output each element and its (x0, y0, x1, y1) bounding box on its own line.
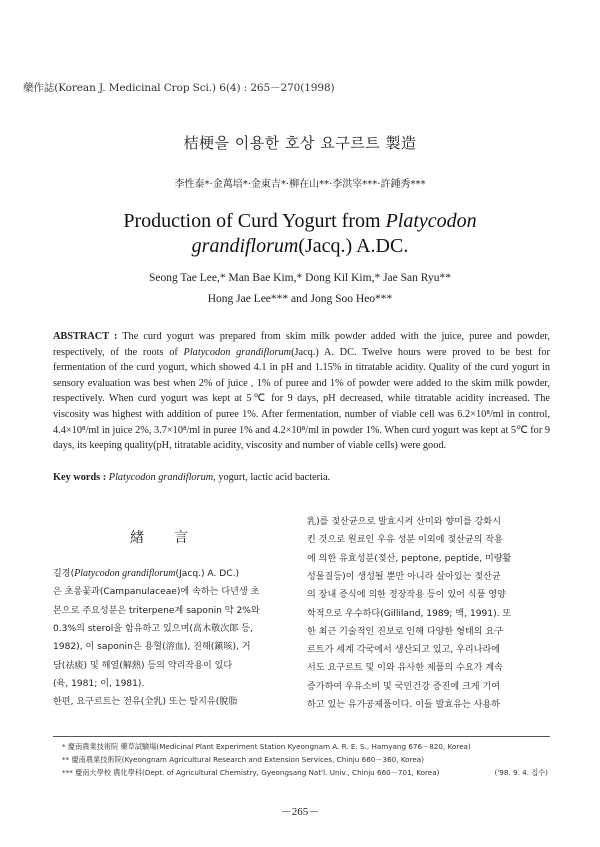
english-title-genus: Platycodon (385, 210, 477, 232)
right-column-line: 학적으로 우수하다(Gilliland, 1989; 백, 1991). 또 (307, 608, 512, 619)
keywords-species: Platycodon grandiflorum, (108, 472, 216, 483)
left-column-line: 은 초롱꽃과(Campanulaceae)에 속하는 다년생 초 (53, 587, 260, 598)
english-title-prefix: Production of Curd Yogurt from (123, 210, 386, 232)
english-authors-line1: Seong Tae Lee,* Man Bae Kim,* Dong Kil Kim,* Jae San Ryu** (149, 272, 451, 284)
left-column-line: 1982), 이 saponin은 용혈(溶血), 진해(鎭咳), 거 (53, 642, 251, 653)
abstract-text-2: (Jacq.) A. DC. Twelve hours were proved to be best for fermentation of the curd yogurt, which showed 4.1 in pH and 1.15% in titratable acidity. Quality of the curd yogurt in sensory evaluation was best when 2% of juice , 1% of puree and 1% of powder were added to the skim milk powder, respectively. When curd yogurt was kept at 5℃ for 9 days, pH decreased, while titratable acidity increased. The viscosity was highest with addition of puree 1%. After fermentation, number of viable cell was 6.2×10⁸/ml in control, 4.4×10⁸/ml in juice 2%, 3.7×10⁸/ml in puree 1% and 4.2×10⁸/ml in powder 1%. When curd yogurt was kept at 5℃ for 9 days, its keeping quality(pH, titratable acidity, viscosity and number of viable cells) were good. (53, 346, 550, 452)
page-number: －265－ (280, 806, 320, 818)
english-title (0, 209, 600, 259)
right-column-line: 한 최근 기술적인 진보로 인해 다양한 형태의 요구 (307, 626, 503, 637)
left-column-line: 본으로 주요성분은 triterpene계 saponin 약 2%와 (53, 605, 260, 616)
english-title-authority: (Jacq.) A.DC. (298, 235, 409, 257)
left-column-line: 담(祛痰) 및 해열(解熱) 등의 약리작용이 있다 (53, 660, 233, 671)
korean-title: 桔梗을 이용한 호상 요구르트 製造 (183, 134, 417, 152)
right-column-line: 르트가 세계 각국에서 생산되고 있고, 우리나라에 (307, 645, 501, 656)
right-column-line: 성물질등)이 생성될 뿐만 아니라 살아있는 젖산균 (307, 571, 501, 582)
english-authors (0, 268, 600, 310)
keywords-rest: yogurt, lactic acid bacteria. (215, 472, 331, 483)
left-column-line: 한편, 요구르트는 전유(全乳) 또는 탈지유(脫脂 (53, 697, 238, 708)
right-column-line: 킨 것으로 원료인 우유 성분 이외에 젖산균의 작용 (307, 535, 503, 546)
keywords-label: Key words : (53, 472, 107, 483)
left-column-line: (육, 1981; 이, 1981). (53, 678, 145, 689)
abstract (53, 329, 550, 454)
section-heading-introduction: 緖言 (130, 530, 218, 546)
english-title-species: grandiflorum (191, 235, 299, 257)
english-title-line2 (0, 234, 600, 259)
right-column-line: 증가하여 우유소비 및 국민건강 증진에 크게 기여 (307, 681, 501, 692)
abstract-label: ABSTRACT : (53, 331, 118, 342)
korean-authors: 李性泰*·金萬培*·金東吉*·柳在山**·李洪宰***·許鍾秀*** (174, 179, 426, 190)
right-column-line: 乳)를 젖산균으로 발효시켜 산미와 향미를 강화시 (307, 517, 502, 527)
english-authors-line2: Hong Jae Lee*** and Jong Soo Heo*** (207, 293, 393, 305)
right-column-line: 서도 요구르트 및 이와 유사한 제품의 수요가 계속 (307, 663, 503, 674)
received-date: ('98. 9. 4. 접수) (494, 768, 548, 777)
footnote-divider (53, 736, 550, 737)
abstract-text-1: The curd yogurt was prepared from skim milk powder added with the juice, puree and powder, respectively, of the roots of (53, 331, 550, 358)
left-column-line: 0.3%의 sterol을 함유하고 있으며(高木敬次郞 등, (53, 623, 253, 634)
footnote: ** 慶南農業技術院(Kyeongnam Agricultural Research and Extension Services, Chinju 660－360, Korea) (62, 755, 425, 764)
abstract-species: Platycodon grandiflorum (183, 346, 292, 358)
right-column-line: 에 의한 유효성분(젖산, peptone, peptide, 미량활 (307, 553, 512, 564)
keywords (53, 472, 550, 483)
right-column-line: 하고 있는 유가공제품이다. 이들 발효유는 사용하 (307, 700, 501, 710)
footnote: * 慶南農業技術院 藥草試驗場(Medicinal Plant Experiment Station Kyeongnam A. R. E. S., Hamyang 676－820, Korea) (62, 742, 471, 751)
right-column-line: 의 장내 증식에 의한 정장작용 등이 있어 식품 영양 (307, 590, 506, 601)
journal-header: 藥作誌(Korean J. Medicinal Crop Sci.) 6(4) : 265－270(1998) (23, 82, 335, 94)
footnote: *** 慶南大學校 農化學科(Dept. of Agricultural Chemistry, Gyeongsang Nat'l. Univ., Chinju 660－701, Korea) (62, 768, 440, 777)
left-column-line: 길경(Platycodon grandiflorum(Jacq.) A. DC.) (53, 568, 240, 579)
